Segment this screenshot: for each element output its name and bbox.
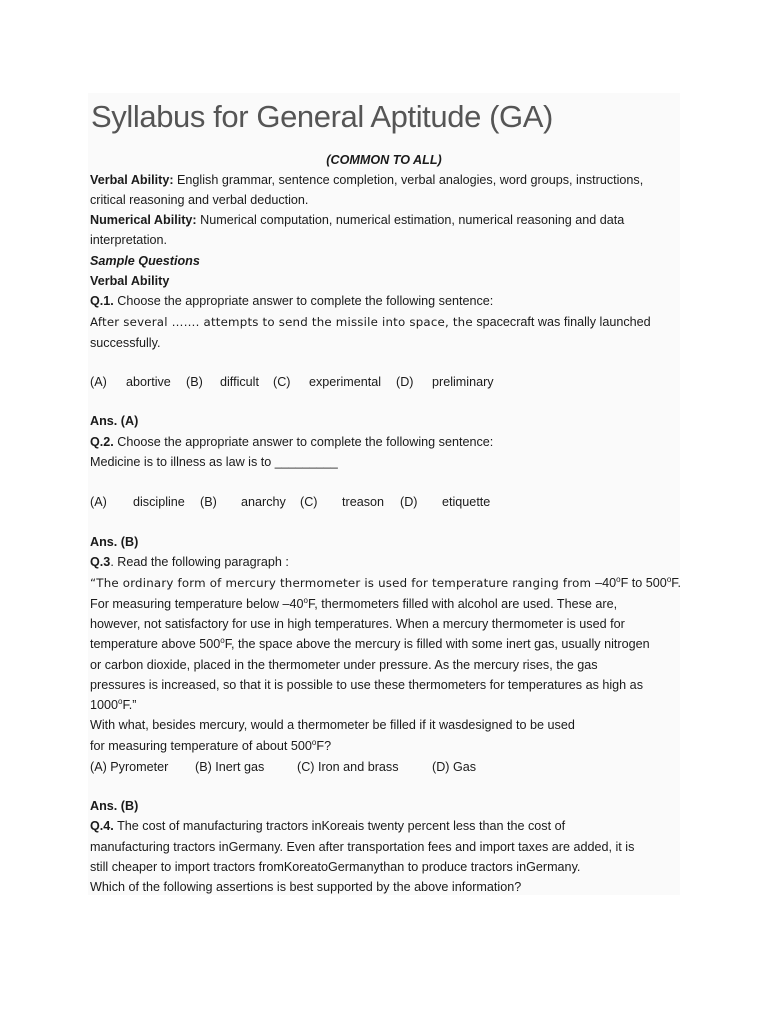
q4-line-2: manufacturing tractors inGermany. Even after transportation fees and import taxes are added, it is xyxy=(90,840,635,854)
numerical-ability-line-1: Numerical Ability: Numerical computation, numerical estimation, numerical reasoning and data xyxy=(90,213,625,227)
q2-prompt: Q.2. Choose the appropriate answer to complete the following sentence: xyxy=(90,435,494,449)
q3-paragraph-line-6: pressures is increased, so that it is possible to use these thermometers for temperatures as high as xyxy=(90,678,643,692)
q4-line-3: still cheaper to import tractors fromKoreatoGermanythan to produce tractors inGermany. xyxy=(90,860,581,874)
q2-options: (A) discipline (B) anarchy (C) treason (D) etiquette xyxy=(90,495,491,509)
verbal-ability-line-1: Verbal Ability: English grammar, sentence completion, verbal analogies, word groups, instructions, xyxy=(90,173,644,187)
q1-sentence-end: successfully. xyxy=(90,336,161,350)
numerical-ability-line-2: interpretation. xyxy=(90,233,168,247)
page-title: Syllabus for General Aptitude (GA) xyxy=(91,99,553,134)
q3-paragraph-line-4: temperature above 500$^o$F, the space above the mercury is filled with some inert gas, usually nitrogen xyxy=(90,636,650,651)
q2-answer: Ans. (B) xyxy=(90,535,139,549)
q3-paragraph-line-1: “The ordinary form of mercury thermometer is used for temperature ranging from –40$^o$F to 500$^o$F. xyxy=(90,575,682,590)
document-page xyxy=(88,93,680,895)
q1-sentence: After several ……. attempts to send the missile into space, the spacecraft was finally launched xyxy=(90,315,651,329)
q2-sentence: Medicine is to illness as law is to _________ xyxy=(90,455,338,469)
q3-answer: Ans. (B) xyxy=(90,799,139,813)
q3-question-line-2: for measuring temperature of about 500$^o$F? xyxy=(90,738,332,753)
q3-paragraph-line-2: For measuring temperature below –40$^o$F, thermometers filled with alcohol are used. These are, xyxy=(90,596,618,611)
sample-questions-heading: Sample Questions xyxy=(90,254,200,268)
verbal-ability-line-2: critical reasoning and verbal deduction. xyxy=(90,193,309,207)
q4-line-4: Which of the following assertions is best supported by the above information? xyxy=(90,880,522,894)
q1-prompt: Q.1. Choose the appropriate answer to complete the following sentence: xyxy=(90,294,494,308)
q1-options: (A) abortive (B) difficult (C) experimental (D) preliminary xyxy=(90,375,494,389)
q3-prompt: Q.3. Read the following paragraph : xyxy=(90,555,289,569)
q3-paragraph-line-3: however, not satisfactory for use in high temperatures. When a mercury thermometer is used for xyxy=(90,617,625,631)
verbal-ability-heading: Verbal Ability xyxy=(90,274,170,288)
q3-question-line-1: With what, besides mercury, would a thermometer be filled if it wasdesigned to be used xyxy=(90,718,575,732)
q3-options: (A) Pyrometer (B) Inert gas (C) Iron and brass (D) Gas xyxy=(90,760,477,774)
q1-answer: Ans. (A) xyxy=(90,414,139,428)
q4-line-1: Q.4. The cost of manufacturing tractors inKoreais twenty percent less than the cost of xyxy=(90,819,566,833)
q3-paragraph-line-5: or carbon dioxide, placed in the thermometer under pressure. As the mercury rises, the gas xyxy=(90,658,598,672)
q3-paragraph-line-7: 1000$^o$F.” xyxy=(90,697,137,712)
subtitle: (COMMON TO ALL) xyxy=(326,153,442,167)
